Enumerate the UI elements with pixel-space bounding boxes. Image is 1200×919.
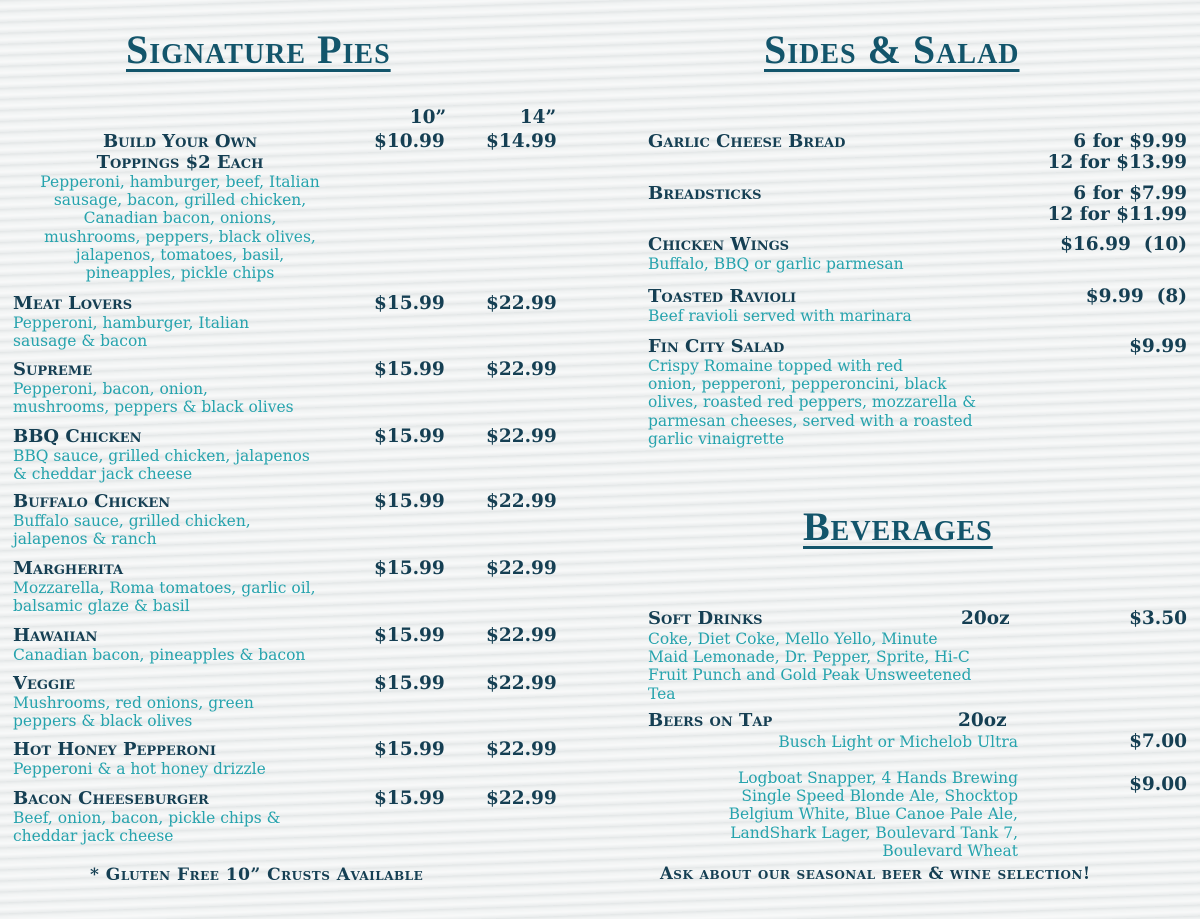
side-price: $9.99 (8) — [1085, 286, 1187, 307]
description-line: sausage, bacon, grilled chicken, — [53, 191, 307, 210]
side-price: 6 for $7.99 — [1073, 183, 1187, 204]
beverages-heading: Beverages — [803, 504, 993, 549]
pie-description: peppers & black olives — [13, 712, 193, 731]
pie-description: BBQ sauce, grilled chicken, jalapenos — [13, 447, 310, 465]
side-prices — [960, 286, 1187, 307]
side-name: Toasted Ravioli — [648, 286, 797, 307]
pie-item — [13, 360, 294, 416]
soft-drinks-description — [648, 630, 971, 703]
soft-drinks-price: $3.50 — [1129, 608, 1187, 629]
side-price: 6 for $9.99 — [1073, 131, 1187, 152]
pie-name: Meat Lovers — [13, 293, 133, 314]
pie-description: Canadian bacon, pineapples & bacon — [13, 646, 306, 664]
beer-tier1-price: $7.00 — [1129, 731, 1187, 752]
pie-item — [13, 427, 310, 483]
pie-price-10: $15.99 — [374, 739, 445, 760]
side-description: parmesan cheeses, served with a roasted — [648, 411, 973, 430]
side-prices — [960, 336, 1187, 357]
side-name: Breadsticks — [648, 183, 762, 204]
soft-drinks-line: Tea — [648, 684, 676, 703]
soft-drinks-line: Maid Lemonade, Dr. Pepper, Sprite, Hi-C — [648, 648, 970, 667]
pie-description: Pepperoni, bacon, onion, — [13, 380, 208, 398]
pie-description: Pepperoni & a hot honey drizzle — [13, 760, 266, 778]
side-name: Chicken Wings — [648, 234, 790, 255]
pie-price-10: $15.99 — [374, 788, 445, 809]
side-price: 12 for $13.99 — [1047, 152, 1187, 173]
gluten-free-note: * Gluten Free 10” Crusts Available — [90, 865, 424, 885]
side-name: Fin City Salad — [648, 336, 785, 357]
beers-on-tap-name: Beers on Tap — [648, 710, 773, 731]
description-line: pineapples, pickle chips — [85, 264, 275, 283]
seasonal-selection-note: Ask about our seasonal beer & wine selection! — [660, 864, 1091, 883]
pie-description: jalapenos & ranch — [13, 530, 157, 549]
signature-pies-heading: Signature Pies — [126, 27, 391, 72]
pie-description: cheddar jack cheese — [13, 827, 174, 846]
pie-price-14: $22.99 — [486, 491, 557, 512]
side-item — [648, 184, 761, 204]
pie-description: Mushrooms, red onions, green — [13, 694, 254, 712]
build-your-own-title: Build Your Own — [102, 131, 258, 152]
side-prices — [960, 183, 1187, 225]
pie-description: Buffalo sauce, grilled chicken, — [13, 512, 251, 530]
description-line: Pepperoni, hamburger, beef, Italian — [40, 173, 320, 191]
pie-price-14: $22.99 — [486, 558, 557, 579]
soft-drinks-size: 20oz — [961, 608, 1010, 629]
side-description: Crispy Romaine topped with red — [648, 357, 904, 375]
beer-tier2-price: $9.00 — [1129, 774, 1187, 795]
pie-name: Buffalo Chicken — [13, 491, 171, 512]
pie-item — [13, 674, 254, 730]
side-prices — [960, 131, 1187, 173]
description-line: Canadian bacon, onions, — [83, 209, 277, 228]
pie-price-10: $15.99 — [374, 625, 445, 646]
pie-price-10: $15.99 — [374, 673, 445, 694]
pie-price-14: $22.99 — [486, 293, 557, 314]
side-price: $16.99 (10) — [1060, 234, 1187, 255]
pie-price-10: $15.99 — [374, 426, 445, 447]
side-name: Garlic Cheese Bread — [648, 131, 846, 152]
beer-tier2-line: Belgium White, Blue Canoe Pale Ale, — [728, 805, 1018, 824]
pie-name: Hot Honey Pepperoni — [13, 739, 216, 760]
beer-tier2-line: Boulevard Wheat — [882, 841, 1018, 860]
size-10-header: 10” — [409, 107, 447, 128]
beers-on-tap-size: 20oz — [958, 710, 1007, 731]
beer-tier1-description: Busch Light or Michelob Ultra — [778, 733, 1018, 751]
pie-name: Bacon Cheeseburger — [13, 788, 209, 809]
pie-name: Veggie — [13, 673, 76, 694]
side-item — [648, 287, 912, 325]
side-description: garlic vinaigrette — [648, 429, 785, 448]
soft-drinks-name: Soft Drinks — [648, 608, 763, 629]
sides-salad-heading: Sides & Salad — [764, 27, 1020, 72]
side-description: Buffalo, BBQ or garlic parmesan — [648, 255, 904, 273]
pie-item — [13, 626, 305, 664]
side-item — [648, 132, 845, 152]
pie-price-14: $22.99 — [486, 739, 557, 760]
pie-price-10: $15.99 — [374, 293, 445, 314]
pie-item — [13, 789, 280, 845]
pie-description: Pepperoni, hamburger, Italian — [13, 314, 250, 332]
soft-drinks-line: Fruit Punch and Gold Peak Unsweetened — [648, 666, 972, 685]
pie-price-14: $22.99 — [486, 359, 557, 380]
side-prices — [960, 234, 1187, 255]
beer-tier2-line: Logboat Snapper, 4 Hands Brewing — [737, 769, 1018, 787]
beer-tier2-description — [660, 769, 1018, 860]
beer-tier2-line: Single Speed Blonde Ale, Shocktop — [741, 787, 1018, 806]
side-price: 12 for $11.99 — [1047, 204, 1187, 225]
beer-tier2-line: LandShark Lager, Boulevard Tank 7, — [730, 823, 1018, 842]
build-your-own — [20, 132, 340, 282]
pie-name: BBQ Chicken — [13, 426, 142, 447]
pie-description: Mozzarella, Roma tomatoes, garlic oil, — [13, 579, 316, 597]
side-item — [648, 337, 976, 448]
side-description: olives, roasted red peppers, mozzarella & — [648, 393, 976, 412]
pie-price-10: $15.99 — [374, 558, 445, 579]
pie-description: sausage & bacon — [13, 332, 148, 351]
build-your-own-description — [20, 173, 340, 282]
side-item — [648, 235, 904, 273]
pie-price-14: $22.99 — [486, 788, 557, 809]
size-14-header: 14” — [519, 107, 557, 128]
build-your-own-price-14: $14.99 — [486, 131, 557, 152]
pie-description: & cheddar jack cheese — [13, 465, 193, 484]
side-description: onion, pepperoni, pepperoncini, black — [648, 375, 947, 394]
side-description: Beef ravioli served with marinara — [648, 307, 912, 325]
side-price: $9.99 — [1129, 336, 1187, 357]
pie-item — [13, 740, 266, 778]
pie-description: balsamic glaze & basil — [13, 597, 190, 616]
build-your-own-price-10: $10.99 — [374, 131, 445, 152]
pie-description: mushrooms, peppers & black olives — [13, 398, 294, 417]
pie-price-14: $22.99 — [486, 673, 557, 694]
pie-item — [13, 492, 251, 548]
build-your-own-toppings: Toppings $2 Each — [96, 152, 264, 173]
description-line: jalapenos, tomatoes, basil, — [75, 245, 285, 264]
pie-item — [13, 559, 316, 615]
pie-description: Beef, onion, bacon, pickle chips & — [13, 809, 281, 827]
pie-name: Supreme — [13, 359, 93, 380]
pie-name: Margherita — [13, 558, 124, 579]
pie-name: Hawaiian — [13, 625, 98, 646]
soft-drinks-line: Coke, Diet Coke, Mello Yello, Minute — [648, 630, 938, 648]
pie-price-14: $22.99 — [486, 426, 557, 447]
pie-price-10: $15.99 — [374, 491, 445, 512]
pie-item — [13, 294, 249, 350]
description-line: mushrooms, peppers, black olives, — [44, 227, 316, 246]
pie-price-10: $15.99 — [374, 359, 445, 380]
pie-price-14: $22.99 — [486, 625, 557, 646]
